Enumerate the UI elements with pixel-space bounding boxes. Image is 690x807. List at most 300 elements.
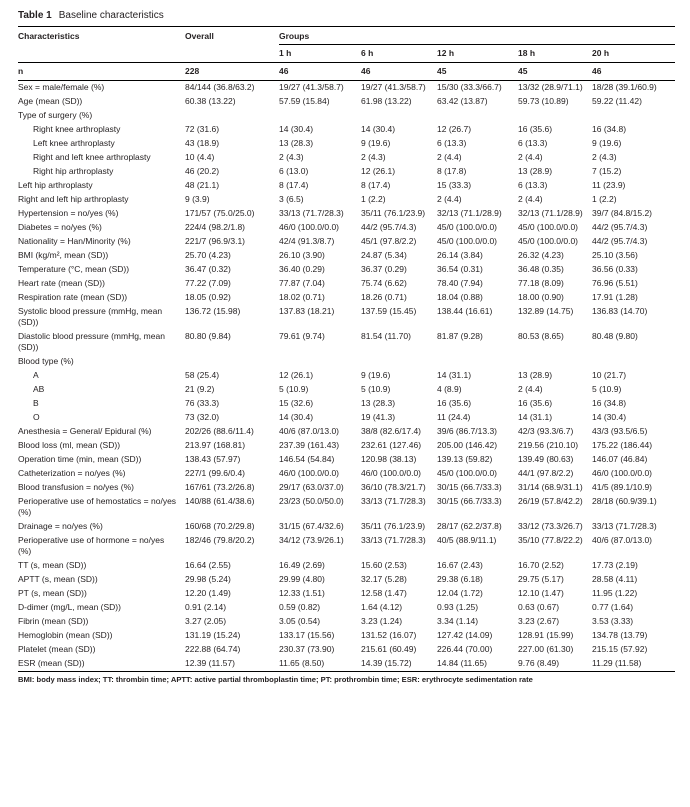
cell-value: 2 (4.4) bbox=[518, 194, 543, 204]
row-label: B bbox=[33, 398, 39, 408]
col-header-group-1: 1 h bbox=[279, 44, 361, 62]
cell-value: 78.40 (7.94) bbox=[437, 278, 483, 288]
row-label: Blood transfusion = no/yes (%) bbox=[18, 482, 134, 492]
row-label: Catheterization = no/yes (%) bbox=[18, 468, 126, 478]
cell-value: 28/17 (62.2/37.8) bbox=[437, 521, 502, 531]
cell-value: 205.00 (146.42) bbox=[437, 440, 498, 450]
cell-value: 36.54 (0.31) bbox=[437, 264, 483, 274]
cell-value: 40/6 (87.0/13.0) bbox=[279, 426, 340, 436]
row-label: Temperature (°C, mean (SD)) bbox=[18, 264, 130, 274]
cell-value bbox=[518, 109, 592, 123]
table-row bbox=[18, 397, 675, 411]
cell-value: 0.91 (2.14) bbox=[185, 602, 227, 612]
table-row bbox=[18, 629, 675, 643]
cell-value: 10 (4.4) bbox=[185, 152, 215, 162]
row-label: Right knee arthroplasty bbox=[33, 124, 121, 134]
table-row bbox=[18, 123, 675, 137]
cell-value: 213.97 (168.81) bbox=[185, 440, 246, 450]
table-row bbox=[18, 221, 675, 235]
cell-value: 0.93 (1.25) bbox=[437, 602, 479, 612]
cell-value: 44/2 (95.7/4.3) bbox=[361, 222, 417, 232]
cell-value: 36.40 (0.29) bbox=[279, 264, 325, 274]
cell-value: 15 (33.3) bbox=[437, 180, 472, 190]
cell-value: 136.72 (15.98) bbox=[185, 306, 241, 316]
cell-value: 11 (23.9) bbox=[592, 180, 626, 190]
cell-value: 16.67 (2.43) bbox=[437, 560, 483, 570]
cell-value: 33/13 (71.7/28.3) bbox=[361, 496, 426, 506]
cell-value: 167/61 (73.2/26.8) bbox=[185, 482, 255, 492]
cell-value: 43/3 (93.5/6.5) bbox=[592, 426, 648, 436]
cell-value: 19/27 (41.3/58.7) bbox=[279, 82, 344, 92]
cell-value: 16.49 (2.69) bbox=[279, 560, 325, 570]
cell-value: 12 (26.1) bbox=[279, 370, 314, 380]
cell-value: 15/30 (33.3/66.7) bbox=[437, 82, 502, 92]
cell-value: 13/32 (28.9/71.1) bbox=[518, 82, 583, 92]
cell-value: 136.83 (14.70) bbox=[592, 306, 648, 316]
cell-value: 61.98 (13.22) bbox=[361, 96, 412, 106]
cell-value: 16.64 (2.55) bbox=[185, 560, 231, 570]
cell-value: 1.64 (4.12) bbox=[361, 602, 403, 612]
col-header-group-4: 18 h bbox=[518, 44, 592, 62]
cell-value bbox=[518, 355, 592, 369]
row-label: PT (s, mean (SD)) bbox=[18, 588, 87, 598]
cell-value: 232.61 (127.46) bbox=[361, 440, 422, 450]
cell-value: 12.58 (1.47) bbox=[361, 588, 407, 598]
cell-value: 79.61 (9.74) bbox=[279, 331, 325, 341]
cell-value: 29/17 (63.0/37.0) bbox=[279, 482, 344, 492]
cell-value: 63.42 (13.87) bbox=[437, 96, 488, 106]
cell-value: 8 (17.4) bbox=[279, 180, 309, 190]
cell-value: 45/0 (100.0/0.0) bbox=[437, 236, 498, 246]
cell-value: 60.38 (13.22) bbox=[185, 96, 236, 106]
cell-value: 18.00 (0.90) bbox=[518, 292, 564, 302]
cell-value: 45/1 (97.8/2.2) bbox=[361, 236, 417, 246]
table-row bbox=[18, 453, 675, 467]
cell-value bbox=[279, 355, 361, 369]
cell-value bbox=[437, 109, 518, 123]
cell-value: 18.02 (0.71) bbox=[279, 292, 325, 302]
table-row bbox=[18, 151, 675, 165]
cell-value: 36.47 (0.32) bbox=[185, 264, 231, 274]
cell-value: 131.19 (15.24) bbox=[185, 630, 241, 640]
cell-value: 120.98 (38.13) bbox=[361, 454, 417, 464]
cell-value: 32/13 (71.1/28.9) bbox=[437, 208, 502, 218]
n-row bbox=[18, 62, 675, 80]
col-header-overall: Overall bbox=[185, 27, 279, 62]
cell-value: 219.56 (210.10) bbox=[518, 440, 579, 450]
row-label: Systolic blood pressure (mmHg, mean (SD)) bbox=[18, 306, 163, 327]
cell-value: 3.34 (1.14) bbox=[437, 616, 479, 626]
cell-value: 16 (34.8) bbox=[592, 398, 627, 408]
cell-value: 13 (28.9) bbox=[518, 370, 553, 380]
row-label: O bbox=[33, 412, 40, 422]
cell-value: 10 (21.7) bbox=[592, 370, 627, 380]
row-label: A bbox=[33, 370, 39, 380]
cell-value: 34/12 (73.9/26.1) bbox=[279, 535, 344, 545]
cell-value: 33/13 (71.7/28.3) bbox=[279, 208, 344, 218]
cell-value: 14.84 (11.65) bbox=[437, 658, 487, 668]
cell-value: 45/0 (100.0/0.0) bbox=[437, 222, 498, 232]
cell-value: 45/0 (100.0/0.0) bbox=[518, 222, 579, 232]
cell-value: 21 (9.2) bbox=[185, 384, 215, 394]
table-row bbox=[18, 137, 675, 151]
cell-value: 4 (8.9) bbox=[437, 384, 462, 394]
cell-value: 39/7 (84.8/15.2) bbox=[592, 208, 653, 218]
cell-value: 175.22 (186.44) bbox=[592, 440, 653, 450]
row-label: D-dimer (mg/L, mean (SD)) bbox=[18, 602, 121, 612]
cell-value: 45 bbox=[437, 62, 518, 80]
cell-value: 11 (24.4) bbox=[437, 412, 471, 422]
cell-value: 77.22 (7.09) bbox=[185, 278, 231, 288]
cell-value: 131.52 (16.07) bbox=[361, 630, 417, 640]
cell-value: 12 (26.7) bbox=[437, 124, 472, 134]
cell-value: 30/15 (66.7/33.3) bbox=[437, 496, 502, 506]
cell-value: 9.76 (8.49) bbox=[518, 658, 560, 668]
cell-value: 16 (35.6) bbox=[437, 398, 472, 408]
cell-value: 31/14 (68.9/31.1) bbox=[518, 482, 583, 492]
table-row bbox=[18, 383, 675, 397]
table-title: Baseline characteristics bbox=[58, 10, 164, 21]
table-row bbox=[18, 207, 675, 221]
cell-value: 18.04 (0.88) bbox=[437, 292, 483, 302]
table-row bbox=[18, 305, 675, 330]
row-label: Hypertension = no/yes (%) bbox=[18, 208, 119, 218]
cell-value: 0.63 (0.67) bbox=[518, 602, 560, 612]
table-row bbox=[18, 657, 675, 672]
cell-value: 35/11 (76.1/23.9) bbox=[361, 208, 426, 218]
cell-value: 77.18 (8.09) bbox=[518, 278, 564, 288]
cell-value: 46 bbox=[592, 62, 675, 80]
row-label: Sex = male/female (%) bbox=[18, 82, 105, 92]
cell-value: 8 (17.4) bbox=[361, 180, 391, 190]
cell-value: 25.70 (4.23) bbox=[185, 250, 231, 260]
cell-value: 16.70 (2.52) bbox=[518, 560, 564, 570]
cell-value bbox=[592, 355, 675, 369]
cell-value: 48 (21.1) bbox=[185, 180, 220, 190]
cell-value: 45/0 (100.0/0.0) bbox=[518, 236, 579, 246]
cell-value: 12 (26.1) bbox=[361, 166, 396, 176]
cell-value: 84/144 (36.8/63.2) bbox=[185, 82, 255, 92]
table-row bbox=[18, 481, 675, 495]
row-label: Blood type (%) bbox=[18, 356, 74, 366]
cell-value: 45/0 (100.0/0.0) bbox=[437, 468, 498, 478]
cell-value: 1 (2.2) bbox=[361, 194, 386, 204]
cell-value: 80.53 (8.65) bbox=[518, 331, 564, 341]
cell-value bbox=[361, 355, 437, 369]
cell-value: 226.44 (70.00) bbox=[437, 644, 493, 654]
table-caption bbox=[18, 6, 675, 27]
row-label: Platelet (mean (SD)) bbox=[18, 644, 96, 654]
cell-value: 133.17 (15.56) bbox=[279, 630, 335, 640]
cell-value: 45 bbox=[518, 62, 592, 80]
cell-value: 16 (35.6) bbox=[518, 398, 553, 408]
row-label: Diastolic blood pressure (mmHg, mean (SD)) bbox=[18, 331, 165, 352]
table-row bbox=[18, 263, 675, 277]
cell-value: 9 (3.9) bbox=[185, 194, 210, 204]
cell-value: 81.54 (11.70) bbox=[361, 331, 411, 341]
cell-value: 26.14 (3.84) bbox=[437, 250, 483, 260]
cell-value: 57.59 (15.84) bbox=[279, 96, 330, 106]
cell-value: 12.39 (11.57) bbox=[185, 658, 235, 668]
cell-value: 160/68 (70.2/29.8) bbox=[185, 521, 255, 531]
table-row bbox=[18, 355, 675, 369]
cell-value: 46 bbox=[361, 62, 437, 80]
row-label: Age (mean (SD)) bbox=[18, 96, 83, 106]
table-row bbox=[18, 109, 675, 123]
cell-value: 6 (13.3) bbox=[518, 180, 548, 190]
cell-value: 12.20 (1.49) bbox=[185, 588, 231, 598]
cell-value: 46/0 (100.0/0.0) bbox=[279, 468, 340, 478]
cell-value: 5 (10.9) bbox=[592, 384, 622, 394]
cell-value: 43 (18.9) bbox=[185, 138, 220, 148]
col-header-characteristics: Characteristics bbox=[18, 27, 185, 62]
cell-value: 3.05 (0.54) bbox=[279, 616, 321, 626]
cell-value: 127.42 (14.09) bbox=[437, 630, 493, 640]
cell-value: 16 (34.8) bbox=[592, 124, 627, 134]
cell-value: 137.83 (18.21) bbox=[279, 306, 335, 316]
table-row bbox=[18, 193, 675, 207]
cell-value: 29.38 (6.18) bbox=[437, 574, 483, 584]
cell-value: 46 (20.2) bbox=[185, 166, 220, 176]
cell-value: 40/5 (88.9/11.1) bbox=[437, 535, 497, 545]
cell-value: 13 (28.3) bbox=[361, 398, 396, 408]
cell-value: 3 (6.5) bbox=[279, 194, 304, 204]
cell-value: 0.59 (0.82) bbox=[279, 602, 321, 612]
cell-value: 14.39 (15.72) bbox=[361, 658, 412, 668]
cell-value: 30/15 (66.7/33.3) bbox=[437, 482, 502, 492]
cell-value: 46/0 (100.0/0.0) bbox=[279, 222, 340, 232]
cell-value: 23/23 (50.0/50.0) bbox=[279, 496, 344, 506]
row-label: Right hip arthroplasty bbox=[33, 166, 114, 176]
row-label: AB bbox=[33, 384, 45, 394]
cell-value: 44/1 (97.8/2.2) bbox=[518, 468, 574, 478]
cell-value: 221/7 (96.9/3.1) bbox=[185, 236, 246, 246]
cell-value: 0.77 (1.64) bbox=[592, 602, 634, 612]
cell-value: 73 (32.0) bbox=[185, 412, 220, 422]
cell-value: 2 (4.3) bbox=[361, 152, 386, 162]
cell-value: 14 (31.1) bbox=[437, 370, 472, 380]
cell-value: 29.98 (5.24) bbox=[185, 574, 231, 584]
cell-value: 8 (17.8) bbox=[437, 166, 467, 176]
cell-value: 13 (28.3) bbox=[279, 138, 314, 148]
row-label: ESR (mean (SD)) bbox=[18, 658, 85, 668]
table-header bbox=[18, 27, 675, 62]
table-row bbox=[18, 534, 675, 559]
cell-value: 33/12 (73.3/26.7) bbox=[518, 521, 583, 531]
table-row bbox=[18, 643, 675, 657]
cell-value: 182/46 (79.8/20.2) bbox=[185, 535, 255, 545]
table-row bbox=[18, 425, 675, 439]
table-row bbox=[18, 559, 675, 573]
cell-value: 16 (35.6) bbox=[518, 124, 553, 134]
table-row bbox=[18, 330, 675, 355]
row-label: Hemoglobin (mean (SD)) bbox=[18, 630, 113, 640]
cell-value: 228 bbox=[185, 62, 279, 80]
cell-value: 12.33 (1.51) bbox=[279, 588, 325, 598]
table-label: Table 1 bbox=[18, 10, 52, 21]
row-label: Right and left hip arthroplasty bbox=[18, 194, 129, 204]
row-label: APTT (s, mean (SD)) bbox=[18, 574, 98, 584]
cell-value: 146.07 (46.84) bbox=[592, 454, 648, 464]
table-row bbox=[18, 95, 675, 109]
cell-value: 2 (4.4) bbox=[518, 152, 543, 162]
cell-value: 12.10 (1.47) bbox=[518, 588, 564, 598]
col-header-group-2: 6 h bbox=[361, 44, 437, 62]
cell-value: 44/2 (95.7/4.3) bbox=[592, 236, 648, 246]
cell-value: 139.49 (80.63) bbox=[518, 454, 574, 464]
table-row bbox=[18, 291, 675, 305]
table-row bbox=[18, 369, 675, 383]
cell-value: 15 (32.6) bbox=[279, 398, 314, 408]
table-row bbox=[18, 80, 675, 95]
table-body bbox=[18, 62, 675, 671]
cell-value: 227/1 (99.6/0.4) bbox=[185, 468, 246, 478]
cell-value: 38/8 (82.6/17.4) bbox=[361, 426, 422, 436]
cell-value: 237.39 (161.43) bbox=[279, 440, 340, 450]
col-header-groups: Groups bbox=[279, 27, 675, 44]
cell-value: 28.58 (4.11) bbox=[592, 574, 638, 584]
cell-value: 140/88 (61.4/38.6) bbox=[185, 496, 255, 506]
cell-value: 19 (41.3) bbox=[361, 412, 396, 422]
cell-value: 35/11 (76.1/23.9) bbox=[361, 521, 426, 531]
table-row bbox=[18, 495, 675, 520]
table-row bbox=[18, 249, 675, 263]
cell-value: 11.65 (8.50) bbox=[279, 658, 325, 668]
cell-value: 42/3 (93.3/6.7) bbox=[518, 426, 574, 436]
row-label: Perioperative use of hormone = no/yes (%) bbox=[18, 535, 165, 556]
cell-value: 146.54 (54.84) bbox=[279, 454, 335, 464]
cell-value: 75.74 (6.62) bbox=[361, 278, 407, 288]
table-row bbox=[18, 277, 675, 291]
row-label: Respiration rate (mean (SD)) bbox=[18, 292, 128, 302]
cell-value: 6 (13.0) bbox=[279, 166, 309, 176]
cell-value: 227.00 (61.30) bbox=[518, 644, 574, 654]
cell-value: 230.37 (73.90) bbox=[279, 644, 335, 654]
cell-value: 171/57 (75.0/25.0) bbox=[185, 208, 255, 218]
table-footnote: BMI: body mass index; TT: thrombin time; APTT: active partial thromboplastin time; PT: prothrombin time; ESR: erythrocyte sedimentation rate bbox=[18, 674, 533, 684]
cell-value: 14 (30.4) bbox=[279, 124, 314, 134]
row-label: Blood loss (ml, mean (SD)) bbox=[18, 440, 121, 450]
row-label: Operation time (min, mean (SD)) bbox=[18, 454, 142, 464]
cell-value bbox=[185, 355, 279, 369]
row-label: Left knee arthroplasty bbox=[33, 138, 115, 148]
table-row bbox=[18, 520, 675, 534]
table-row bbox=[18, 587, 675, 601]
table-row bbox=[18, 235, 675, 249]
cell-value: 33/13 (71.7/28.3) bbox=[361, 535, 426, 545]
cell-value: 26.10 (3.90) bbox=[279, 250, 325, 260]
cell-value: 3.27 (2.05) bbox=[185, 616, 227, 626]
row-label: Heart rate (mean (SD)) bbox=[18, 278, 105, 288]
cell-value: 24.87 (5.34) bbox=[361, 250, 407, 260]
cell-value: 9 (19.6) bbox=[361, 370, 391, 380]
cell-value: 3.23 (1.24) bbox=[361, 616, 403, 626]
cell-value: 14 (30.4) bbox=[279, 412, 314, 422]
baseline-characteristics-table bbox=[18, 27, 675, 672]
cell-value: 29.75 (5.17) bbox=[518, 574, 564, 584]
cell-value: 26.32 (4.23) bbox=[518, 250, 564, 260]
cell-value: 28/18 (60.9/39.1) bbox=[592, 496, 657, 506]
table-row bbox=[18, 165, 675, 179]
cell-value bbox=[279, 109, 361, 123]
cell-value bbox=[437, 355, 518, 369]
cell-value: 31/15 (67.4/32.6) bbox=[279, 521, 344, 531]
row-label: Diabetes = no/yes (%) bbox=[18, 222, 102, 232]
row-label: Right and left knee arthroplasty bbox=[33, 152, 151, 162]
cell-value bbox=[361, 109, 437, 123]
cell-value: 2 (4.4) bbox=[437, 152, 462, 162]
row-label: BMI (kg/m², mean (SD)) bbox=[18, 250, 109, 260]
cell-value: 59.73 (10.89) bbox=[518, 96, 569, 106]
cell-value: 5 (10.9) bbox=[361, 384, 391, 394]
table-row bbox=[18, 179, 675, 193]
cell-value: 6 (13.3) bbox=[518, 138, 548, 148]
cell-value: 9 (19.6) bbox=[592, 138, 622, 148]
cell-value: 76 (33.3) bbox=[185, 398, 220, 408]
cell-value: 18.26 (0.71) bbox=[361, 292, 407, 302]
cell-value: 202/26 (88.6/11.4) bbox=[185, 426, 254, 436]
cell-value: 132.89 (14.75) bbox=[518, 306, 574, 316]
cell-value: 224/4 (98.2/1.8) bbox=[185, 222, 246, 232]
cell-value: 5 (10.9) bbox=[279, 384, 309, 394]
cell-value: 14 (30.4) bbox=[361, 124, 396, 134]
cell-value: 139.13 (59.82) bbox=[437, 454, 493, 464]
cell-value: 72 (31.6) bbox=[185, 124, 220, 134]
cell-value: 14 (30.4) bbox=[592, 412, 627, 422]
row-label: n bbox=[18, 62, 185, 80]
cell-value: 46/0 (100.0/0.0) bbox=[592, 468, 653, 478]
cell-value: 44/2 (95.7/4.3) bbox=[592, 222, 648, 232]
table-row bbox=[18, 439, 675, 453]
cell-value: 222.88 (64.74) bbox=[185, 644, 241, 654]
cell-value: 18/28 (39.1/60.9) bbox=[592, 82, 657, 92]
row-label: TT (s, mean (SD)) bbox=[18, 560, 87, 570]
cell-value: 36/10 (78.3/21.7) bbox=[361, 482, 426, 492]
cell-value: 81.87 (9.28) bbox=[437, 331, 483, 341]
cell-value: 42/4 (91.3/8.7) bbox=[279, 236, 335, 246]
row-label: Left hip arthroplasty bbox=[18, 180, 93, 190]
table-row bbox=[18, 615, 675, 629]
table-row bbox=[18, 411, 675, 425]
cell-value: 7 (15.2) bbox=[592, 166, 622, 176]
cell-value: 2 (4.3) bbox=[279, 152, 304, 162]
cell-value: 137.59 (15.45) bbox=[361, 306, 417, 316]
cell-value: 29.99 (4.80) bbox=[279, 574, 325, 584]
cell-value: 33/13 (71.7/28.3) bbox=[592, 521, 657, 531]
cell-value: 19/27 (41.3/58.7) bbox=[361, 82, 426, 92]
table-row bbox=[18, 573, 675, 587]
cell-value: 17.91 (1.28) bbox=[592, 292, 638, 302]
cell-value: 36.37 (0.29) bbox=[361, 264, 407, 274]
cell-value: 128.91 (15.99) bbox=[518, 630, 574, 640]
col-header-group-3: 12 h bbox=[437, 44, 518, 62]
cell-value bbox=[185, 109, 279, 123]
row-label: Drainage = no/yes (%) bbox=[18, 521, 103, 531]
table-row bbox=[18, 601, 675, 615]
cell-value: 80.48 (9.80) bbox=[592, 331, 638, 341]
cell-value: 35/10 (77.8/22.2) bbox=[518, 535, 583, 545]
cell-value: 39/6 (86.7/13.3) bbox=[437, 426, 498, 436]
cell-value: 134.78 (13.79) bbox=[592, 630, 648, 640]
cell-value: 40/6 (87.0/13.0) bbox=[592, 535, 653, 545]
cell-value bbox=[592, 109, 675, 123]
cell-value: 76.96 (5.51) bbox=[592, 278, 638, 288]
cell-value: 138.43 (57.97) bbox=[185, 454, 241, 464]
cell-value: 58 (25.4) bbox=[185, 370, 220, 380]
cell-value: 36.48 (0.35) bbox=[518, 264, 564, 274]
row-label: Nationality = Han/Minority (%) bbox=[18, 236, 131, 246]
col-header-group-5: 20 h bbox=[592, 44, 675, 62]
